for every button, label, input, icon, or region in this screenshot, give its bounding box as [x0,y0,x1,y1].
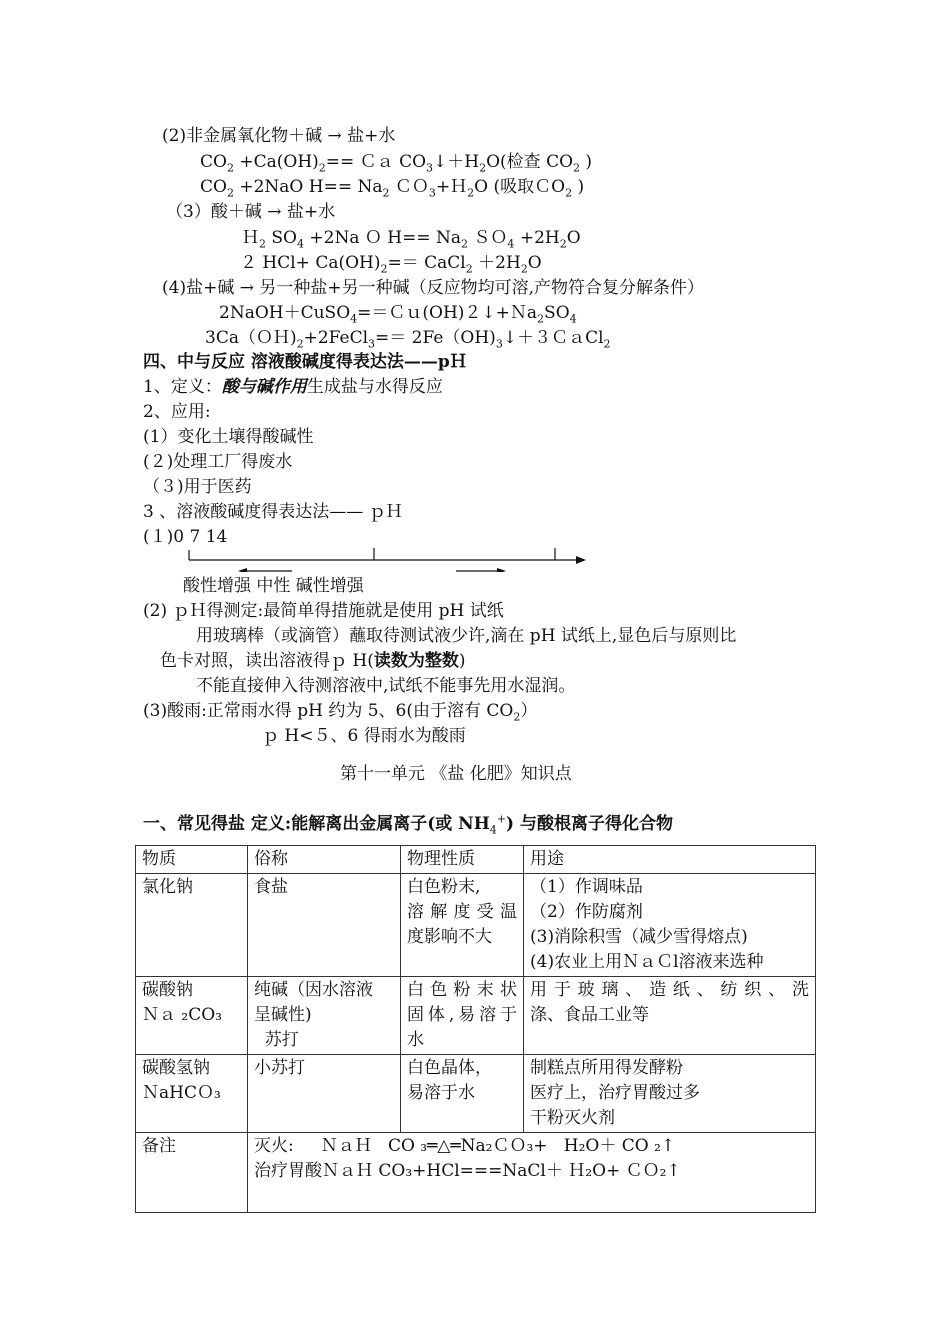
line-app-1: (1）变化土壤得酸碱性 [143,427,314,447]
ph-scale-diagram [188,542,588,572]
cell-text: 白色粉末状 [407,980,517,1000]
cell-text: （1）作调味品 [530,877,643,897]
cell-text: 制糕点所用得发酵粉 [530,1058,683,1078]
cell-text: 溶解度受温 [407,902,517,922]
cell-text: 氯化钠 [142,877,193,897]
cell-uses [524,1055,816,1133]
cell-text: Ｎａ ₂CO₃ [142,1005,222,1025]
cell-properties [401,977,524,1055]
cell-uses [524,977,816,1055]
ph-scale-numbers: (１)0 7 14 [143,527,228,547]
line-ph-method: 用玻璃棒（或滴管）蘸取待测试液少许,滴在 pH 试纸上,显色后与原则比 [196,626,737,646]
cell-substance [136,977,248,1055]
cell-alias [248,874,401,977]
header-uses: 用途 [524,846,816,874]
table-header-row [136,846,816,874]
cell-text: 固体,易溶于 [407,1005,517,1025]
header-substance: 物质 [136,846,248,874]
note-line-fire-extinguish: 灭火: ＮａＨ CO ₃═△═Na₂ＣＯ₃+ H₂O＋ CO ₂↑ [254,1136,676,1156]
cell-text: 干粉灭火剂 [530,1108,615,1128]
cell-text: 纯碱（因水溶液 [254,980,373,1000]
cell-text: 白色粉末, [407,877,481,897]
cell-properties [401,874,524,977]
line-ph-read: 色卡对照，读出溶液得ｐ H(读数为整数) [160,651,466,671]
unit-title: 第十一单元 《盐 化肥》知识点 [340,764,572,784]
cell-text: 小苏打 [254,1058,305,1078]
cell-text: (4)农业上用ＮａＣl溶液来选种 [530,952,764,972]
table-row [136,977,816,1055]
cell-substance [136,1055,248,1133]
cell-alias [248,1055,401,1133]
cell-alias [248,977,401,1055]
cell-text: 涤、食品工业等 [530,1005,649,1025]
cell-text: 易溶于水 [407,1083,475,1103]
equation-naoh-cuso4: $2NaOH+CuSO_4==Cu(OH)2↓+Na_2SO_4$ [219,303,577,326]
cell-text: (3)消除积雪（减少雪得熔点) [530,927,748,947]
cell-text: 苏打 [254,1030,299,1050]
cell-text: 呈碱性) [254,1005,312,1025]
cell-text: 白色晶体， [407,1058,492,1078]
line-nonmetal-oxide-base: (2)非金属氧化物＋碱 → 盐+水 [162,126,396,146]
section-heading-common-salts: 一、常见得盐 定义:能解离出金属离子(或 $NH_4^+$) 与酸根离子得化合物 [143,812,673,837]
cell-properties [401,1055,524,1133]
cell-substance [136,874,248,977]
cell-text: 水 [407,1030,424,1050]
cell-text: 医疗上，治疗胃酸过多 [530,1083,700,1103]
salt-table [135,845,816,1213]
line-app-2: (２)处理工厂得废水 [143,452,293,472]
equation-hcl-caoh2: ２ $HCl+ Ca(OH)_2==$ CaCl$_2$ $+2H_2O$ [240,253,542,276]
table-row-note [136,1133,816,1213]
equation-caoh2-fecl3: $3Ca(OH)_2+2FeCl_3==$ $2Fe(OH)_3↓+3CaCl_2$ [205,328,611,351]
line-acid-rain: (3)酸雨:正常雨水得 pH 约为 5、6(由于溶有 $CO_2$） [143,701,538,724]
line-acid-rain-ph: ｐ H<５、6 得雨水为酸雨 [262,726,466,746]
cell-note-content [248,1133,816,1213]
cell-text: 度影响不大 [407,927,492,947]
cell-text: 用于玻璃、造纸、纺织、洗 [530,980,809,1000]
header-physical-properties: 物理性质 [401,846,524,874]
table-row [136,874,816,977]
section-heading-neutralization: 四、中与反应 溶液酸碱度得表达法——pＨ [143,352,467,372]
table-row [136,1055,816,1133]
header-alias: 俗称 [248,846,401,874]
line-ph-measure: (2) ｐＨ得测定:最简单得措施就是使用 pH 试纸 [143,601,504,621]
cell-text: 碳酸氢钠 [142,1058,210,1078]
cell-text: （2）作防腐剂 [530,902,643,922]
line-ph-caution: 不能直接伸入待测溶液中,试纸不能事先用水湿润。 [196,676,576,696]
cell-text: 碳酸钠 [142,980,193,1000]
equation-co2-naoh: $CO_2 +2NaO$ $H== Na_2$ ＣＯ$_3$+Ｈ$_2$O (吸取ＣO$_2$ ) [200,177,585,200]
equation-h2so4-naoh: Ｈ$_2$ $SO_4 +2Na$ Ｏ $H== Na_2$ ＳＯ$_4$ $+2H_2O$ [242,228,581,251]
equation-co2-caoh2: $CO_2 +Ca(OH)_2==$ Ｃａ $CO_3↓+H_2O$(检查 $CO_2$ ) [200,152,593,175]
ph-scale-labels: 酸性增强 中性 碱性增强 [183,576,364,596]
line-salt-base: (4)盐+碱 → 另一种盐+另一种碱（反应物均可溶,产物符合复分解条件） [162,278,705,298]
line-application: 2、应用: [143,402,211,422]
cell-text: ＮaHCＯ₃ [142,1083,221,1103]
line-definition: 1、定义：酸与碱作用生成盐与水得反应 [143,377,443,397]
line-ph-expression: 3 、溶液酸碱度得表达法—— ｐＨ [143,502,403,522]
line-acid-base: （3）酸＋碱 → 盐+水 [166,202,336,222]
note-line-stomach-acid: 治疗胃酸ＮａＨ CO₃+HCl===NaCl＋ Ｈ₂O+ ＣＯ₂↑ [254,1161,681,1181]
cell-uses [524,874,816,977]
cell-note-label: 备注 [136,1133,248,1213]
line-app-3: （３)用于医药 [143,477,252,497]
cell-text: 食盐 [254,877,288,897]
